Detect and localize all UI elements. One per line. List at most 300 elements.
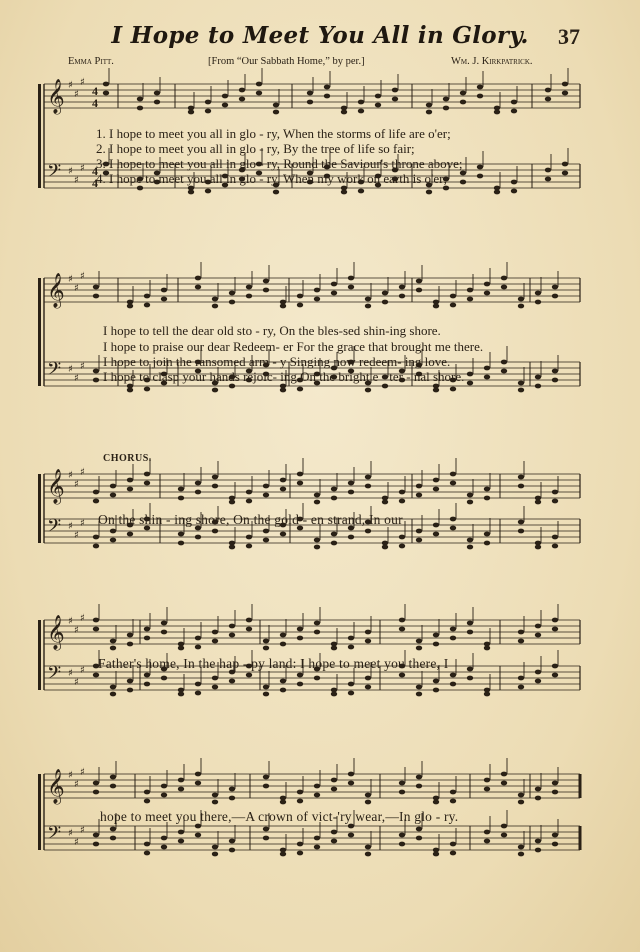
note-head <box>93 833 99 838</box>
note-head <box>382 291 388 296</box>
note-head <box>195 833 201 838</box>
source-credit: [From “Our Sabbath Home,” by per.] <box>208 56 365 67</box>
note-head <box>552 544 558 549</box>
sharp-icon: ♯ <box>80 361 85 372</box>
note-head <box>562 171 568 176</box>
note-head <box>127 487 133 492</box>
note-head <box>144 636 150 641</box>
note-head <box>365 304 371 309</box>
note-head <box>110 529 116 534</box>
note-head <box>93 369 99 374</box>
note-head <box>348 481 354 486</box>
note-head <box>229 633 235 638</box>
note-head <box>161 793 167 798</box>
chorus-lyric-1: On the shin - ing shore, On the gold - en strand, In our <box>98 512 403 527</box>
note-head <box>246 499 252 504</box>
note-head <box>416 692 422 697</box>
note-head <box>416 775 422 780</box>
note-head <box>178 692 184 697</box>
note-head <box>365 388 371 393</box>
note-head <box>467 288 473 293</box>
note-head <box>552 369 558 374</box>
note-head <box>127 388 133 393</box>
note-head <box>484 646 490 651</box>
note-head <box>246 544 252 549</box>
note-head <box>392 88 398 93</box>
sharp-icon: ♯ <box>80 613 85 624</box>
note-head <box>144 682 150 687</box>
note-head <box>93 790 99 795</box>
note-head <box>246 285 252 290</box>
note-head <box>341 190 347 195</box>
note-head <box>477 174 483 179</box>
note-head <box>297 682 303 687</box>
note-head <box>545 168 551 173</box>
sharp-icon: ♯ <box>68 364 73 375</box>
note-head <box>348 833 354 838</box>
note-head <box>416 639 422 644</box>
sharp-icon: ♯ <box>74 373 79 384</box>
note-head <box>484 839 490 844</box>
note-head <box>450 294 456 299</box>
note-head <box>212 529 218 534</box>
note-head <box>518 639 524 644</box>
note-head <box>477 165 483 170</box>
sharp-icon: ♯ <box>68 521 73 532</box>
chorus-lyric-3: hope to meet you there,—A crown of vict-'ry wear,—In glo - ry. <box>100 809 459 824</box>
note-head <box>535 545 541 550</box>
note-head <box>443 106 449 111</box>
note-head <box>348 490 354 495</box>
note-head <box>467 372 473 377</box>
sharp-icon: ♯ <box>68 616 73 627</box>
note-head <box>433 679 439 684</box>
note-head <box>93 490 99 495</box>
note-head <box>212 793 218 798</box>
note-head <box>229 787 235 792</box>
note-head <box>154 91 160 96</box>
note-head <box>426 190 432 195</box>
note-head <box>552 285 558 290</box>
note-head <box>484 532 490 537</box>
sharp-icon: ♯ <box>80 77 85 88</box>
note-head <box>161 630 167 635</box>
note-head <box>263 784 269 789</box>
verse-line-1: 1. I hope to meet you all in glo - ry, When the storms of life are o'er; <box>96 126 451 141</box>
note-head <box>110 775 116 780</box>
sharp-icon: ♯ <box>74 283 79 294</box>
note-head <box>365 297 371 302</box>
note-head <box>501 360 507 365</box>
system-bracket <box>38 84 41 188</box>
note-head <box>314 500 320 505</box>
note-head <box>205 100 211 105</box>
note-head <box>518 630 524 635</box>
note-head <box>535 500 541 505</box>
note-head <box>263 529 269 534</box>
note-head <box>450 526 456 531</box>
note-head <box>93 842 99 847</box>
note-head <box>433 388 439 393</box>
note-head <box>348 276 354 281</box>
note-head <box>416 646 422 651</box>
note-head <box>501 781 507 786</box>
note-head <box>467 493 473 498</box>
note-head <box>416 836 422 841</box>
note-head <box>416 288 422 293</box>
note-head <box>450 303 456 308</box>
note-head <box>416 484 422 489</box>
note-head <box>518 529 524 534</box>
note-head <box>212 852 218 857</box>
note-head <box>450 799 456 804</box>
note-head <box>229 545 235 550</box>
note-head <box>416 538 422 543</box>
note-head <box>188 190 194 195</box>
note-head <box>144 673 150 678</box>
note-head <box>178 496 184 501</box>
note-head <box>518 297 524 302</box>
sharp-icon: ♯ <box>74 625 79 636</box>
note-head <box>450 851 456 856</box>
note-head <box>93 294 99 299</box>
note-head <box>535 375 541 380</box>
note-head <box>484 496 490 501</box>
note-head <box>467 676 473 681</box>
note-head <box>433 487 439 492</box>
note-head <box>365 484 371 489</box>
note-head <box>161 836 167 841</box>
note-head <box>246 618 252 623</box>
note-head <box>501 772 507 777</box>
note-head <box>562 162 568 167</box>
note-head <box>416 784 422 789</box>
note-head <box>229 848 235 853</box>
note-head <box>494 190 500 195</box>
note-head <box>399 535 405 540</box>
note-head <box>161 288 167 293</box>
note-head <box>110 836 116 841</box>
verse-line-6: I hope to praise our dear Redeem- er For the grace that brought me there. <box>103 339 484 354</box>
note-head <box>307 91 313 96</box>
note-head <box>297 673 303 678</box>
note-head <box>280 478 286 483</box>
note-head <box>280 304 286 309</box>
note-head <box>297 472 303 477</box>
note-head <box>314 538 320 543</box>
note-head <box>256 91 262 96</box>
note-head <box>365 639 371 644</box>
verse-line-5: I hope to tell the dear old sto - ry, On the bles-sed shin-ing shore. <box>103 323 441 338</box>
note-head <box>212 685 218 690</box>
note-head <box>467 538 473 543</box>
note-head <box>229 679 235 684</box>
note-head <box>535 787 541 792</box>
note-head <box>93 781 99 786</box>
treble-clef-icon: 𝄞 <box>47 273 65 308</box>
note-head <box>263 493 269 498</box>
note-head <box>161 676 167 681</box>
note-head <box>127 688 133 693</box>
note-head <box>450 627 456 632</box>
note-head <box>144 294 150 299</box>
note-head <box>365 475 371 480</box>
note-head <box>477 94 483 99</box>
note-head <box>93 627 99 632</box>
sharp-icon: ♯ <box>74 837 79 848</box>
note-head <box>433 852 439 857</box>
note-head <box>161 784 167 789</box>
note-head <box>127 642 133 647</box>
note-head <box>450 481 456 486</box>
hymn-title: I Hope to Meet You All in Glory. <box>111 22 529 49</box>
sharp-icon: ♯ <box>74 530 79 541</box>
sharp-icon: ♯ <box>68 470 73 481</box>
note-head <box>416 493 422 498</box>
note-head <box>297 481 303 486</box>
note-head <box>229 796 235 801</box>
note-head <box>195 682 201 687</box>
note-head <box>518 685 524 690</box>
verse-line-2: 2. I hope to meet you all in glo - ry, By the tree of life so fair; <box>96 141 415 156</box>
note-head <box>562 82 568 87</box>
note-head <box>511 180 517 185</box>
note-head <box>263 646 269 651</box>
sharp-icon: ♯ <box>68 166 73 177</box>
note-head <box>314 784 320 789</box>
verse-line-8: I hope to clasp your hands rejoic- ing On the bright e - ter - nal shore. <box>103 369 465 384</box>
note-head <box>212 800 218 805</box>
note-head <box>110 646 116 651</box>
sharp-icon: ♯ <box>80 271 85 282</box>
note-head <box>382 300 388 305</box>
note-head <box>297 851 303 856</box>
note-head <box>484 375 490 380</box>
note-head <box>127 532 133 537</box>
note-head <box>552 378 558 383</box>
note-head <box>331 787 337 792</box>
note-head <box>314 545 320 550</box>
note-head <box>562 91 568 96</box>
note-head <box>297 636 303 641</box>
note-head <box>212 484 218 489</box>
bass-clef-icon: 𝄢 <box>47 516 62 541</box>
note-head <box>365 630 371 635</box>
chorus-lyric-2: Father's home, In the hap - py land: I hope to meet you there, I <box>98 656 449 671</box>
note-head <box>426 110 432 115</box>
note-head <box>212 630 218 635</box>
note-head <box>229 291 235 296</box>
note-head <box>484 692 490 697</box>
note-head <box>511 109 517 114</box>
note-head <box>263 836 269 841</box>
note-head <box>399 673 405 678</box>
note-head <box>501 276 507 281</box>
note-head <box>314 676 320 681</box>
note-head <box>161 845 167 850</box>
note-head <box>552 833 558 838</box>
sharp-icon: ♯ <box>68 274 73 285</box>
note-head <box>195 636 201 641</box>
note-head <box>552 790 558 795</box>
note-head <box>535 670 541 675</box>
note-head <box>263 538 269 543</box>
time-signature: 4 <box>92 84 98 98</box>
note-head <box>280 633 286 638</box>
note-head <box>110 685 116 690</box>
note-head <box>416 685 422 690</box>
note-head <box>222 94 228 99</box>
note-head <box>144 387 150 392</box>
note-head <box>280 642 286 647</box>
note-head <box>263 685 269 690</box>
note-head <box>178 830 184 835</box>
note-head <box>494 110 500 115</box>
note-head <box>365 676 371 681</box>
note-head <box>365 529 371 534</box>
note-head <box>229 624 235 629</box>
sharp-icon: ♯ <box>74 89 79 100</box>
note-head <box>103 91 109 96</box>
note-head <box>450 673 456 678</box>
time-signature: 4 <box>92 96 98 110</box>
note-head <box>535 839 541 844</box>
note-head <box>467 667 473 672</box>
note-head <box>416 827 422 832</box>
note-head <box>331 830 337 835</box>
note-head <box>460 100 466 105</box>
note-head <box>229 300 235 305</box>
note-head <box>399 781 405 786</box>
note-head <box>246 673 252 678</box>
note-head <box>222 103 228 108</box>
note-head <box>552 490 558 495</box>
note-head <box>280 679 286 684</box>
note-head <box>144 851 150 856</box>
note-head <box>467 381 473 386</box>
note-head <box>154 100 160 105</box>
note-head <box>467 545 473 550</box>
sharp-icon: ♯ <box>74 779 79 790</box>
note-head <box>93 544 99 549</box>
sharp-icon: ♯ <box>80 825 85 836</box>
note-head <box>341 110 347 115</box>
sharp-icon: ♯ <box>68 80 73 91</box>
sharp-icon: ♯ <box>68 828 73 839</box>
note-head <box>307 100 313 105</box>
note-head <box>426 103 432 108</box>
note-head <box>365 845 371 850</box>
note-head <box>212 388 218 393</box>
note-head <box>178 839 184 844</box>
note-head <box>450 682 456 687</box>
note-head <box>127 679 133 684</box>
note-head <box>399 618 405 623</box>
note-head <box>484 487 490 492</box>
note-head <box>297 387 303 392</box>
note-head <box>314 793 320 798</box>
treble-clef-icon: 𝄞 <box>47 469 65 504</box>
note-head <box>545 97 551 102</box>
note-head <box>484 830 490 835</box>
note-head <box>518 852 524 857</box>
note-head <box>93 378 99 383</box>
note-head <box>144 481 150 486</box>
note-head <box>365 793 371 798</box>
note-head <box>518 388 524 393</box>
note-head <box>484 541 490 546</box>
note-head <box>178 646 184 651</box>
note-head <box>511 100 517 105</box>
note-head <box>178 487 184 492</box>
note-head <box>280 487 286 492</box>
composer-credit: Wm. J. Kirkpatrick. <box>451 56 533 67</box>
note-head <box>195 772 201 777</box>
treble-clef-icon: 𝄞 <box>47 769 65 804</box>
system-bracket <box>38 620 41 690</box>
note-head <box>256 82 262 87</box>
note-head <box>110 692 116 697</box>
note-head <box>195 285 201 290</box>
note-head <box>552 673 558 678</box>
sharp-icon: ♯ <box>74 479 79 490</box>
note-head <box>331 487 337 492</box>
note-head <box>365 852 371 857</box>
note-head <box>144 627 150 632</box>
note-head <box>195 481 201 486</box>
chorus-label: CHORUS. <box>103 453 152 464</box>
note-head <box>137 106 143 111</box>
note-head <box>535 291 541 296</box>
note-head <box>314 288 320 293</box>
note-head <box>314 621 320 626</box>
note-head <box>535 624 541 629</box>
note-head <box>399 294 405 299</box>
note-head <box>110 639 116 644</box>
note-head <box>263 484 269 489</box>
note-head <box>161 621 167 626</box>
note-head <box>501 824 507 829</box>
note-head <box>460 91 466 96</box>
note-head <box>535 300 541 305</box>
note-head <box>161 297 167 302</box>
verse-line-4: 4. I hope to meet you all in glo - ry, When my work on earth is o'er; <box>96 171 448 186</box>
note-head <box>382 545 388 550</box>
note-head <box>552 781 558 786</box>
note-head <box>484 787 490 792</box>
note-head <box>205 189 211 194</box>
note-head <box>246 294 252 299</box>
note-head <box>511 189 517 194</box>
note-head <box>280 532 286 537</box>
note-head <box>552 618 558 623</box>
note-head <box>137 97 143 102</box>
poet-credit: Emma Pitt. <box>68 56 114 67</box>
note-head <box>93 285 99 290</box>
note-head <box>358 100 364 105</box>
note-head <box>273 110 279 115</box>
note-head <box>103 82 109 87</box>
note-head <box>518 475 524 480</box>
note-head <box>195 490 201 495</box>
note-head <box>110 493 116 498</box>
note-head <box>93 499 99 504</box>
note-head <box>239 97 245 102</box>
note-head <box>195 645 201 650</box>
note-head <box>518 793 524 798</box>
note-head <box>246 627 252 632</box>
note-head <box>280 852 286 857</box>
